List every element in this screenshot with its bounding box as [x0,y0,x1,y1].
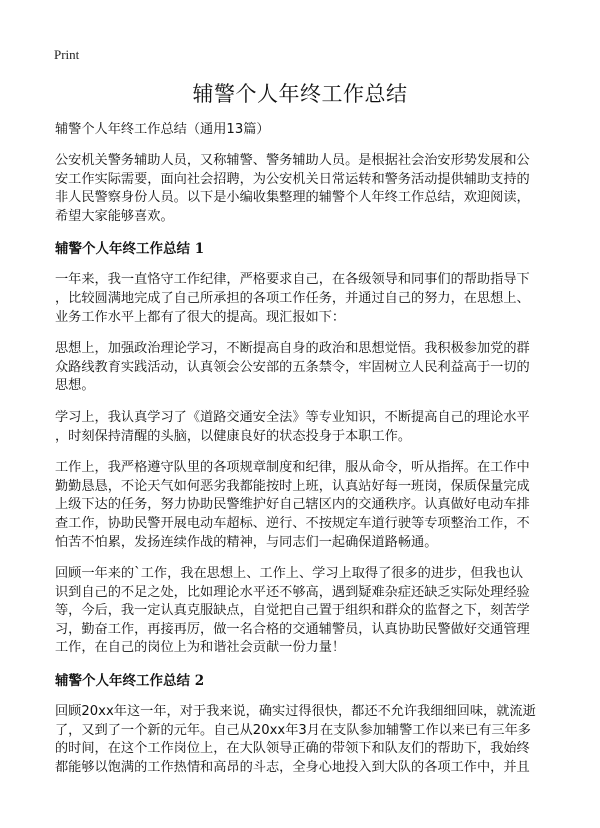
text-line: 回顾一年来的`工作，我在思想上、工作上、学习上取得了很多的进步，但我也认 [55,566,524,582]
text-line: 安工作实际需要，面向社会招聘，为公安机关日常运转和警务活动提供辅助支持的 [55,171,530,187]
text-line: 公安机关警务辅助人员，又称辅警、警务辅助人员。是根据社会治安形势发展和公 [55,153,530,168]
text-line: 等，今后，我一定认真克服缺点，自觉把自己置于组织和群众的监督之下，刻苦学 [55,603,530,619]
text-line: 回顾20xx年这一年，对于我来说，确实过得很快，都还不允许我细细回味，就流逝 [55,704,536,720]
intro-paragraph [55,152,555,226]
text-line: 非人民警察身份人员。以下是小编收集整理的辅警个人年终工作总结，欢迎阅读， [55,190,530,206]
text-line: 的时间，在这个工作岗位上，在大队领导正确的带领下和队友们的帮助下，我始终 [55,741,530,757]
text-line: ，比较圆满地完成了自己所承担的各项工作任务，并通过自己的努力，在思想上、 [55,290,530,306]
section-heading: 辅警个人年终工作总结 2 [55,673,205,690]
text-line: ，时刻保持清醒的头脑，以健康良好的状态投身于本职工作。 [55,428,412,444]
text-line: 了，又到了一个新的元年。自己从20xx年3月在支队参加辅警工作以来已有三年多 [55,722,531,738]
section-heading: 辅警个人年终工作总结 1 [55,241,205,258]
text-line: 众路线教育实践活动，认真领会公安部的五条禁令，牢固树立人民利益高于一切的 [55,359,530,375]
paragraph [55,271,555,327]
paragraph [55,340,555,396]
text-line: 勤勤恳恳，不论天气如何恶劣我都能按时上班，认真站好每一班岗，保质保量完成 [55,478,530,494]
print-link[interactable]: Print [54,47,80,62]
text-line: 工作，在自己的岗位上为和谐社会贡献一份力量！ [55,640,346,656]
text-line: 思想。 [55,378,95,394]
text-line: 怕苦不怕累，发扬连续作战的精神，与同志们一起确保道路畅通。 [55,534,438,550]
text-line: 查工作，协助民警开展电动车超标、逆行、不按规定车道行驶等专项整治工作，不 [55,515,530,531]
document-subtitle: 辅警个人年终工作总结（通用13篇） [55,122,270,137]
text-line: 工作上，我严格遵守队里的各项规章制度和纪律，服从命令，听从指挥。在工作中 [55,460,530,476]
text-line: 希望大家能够喜欢。 [55,208,174,224]
text-line: 上级下达的任务，努力协助民警维护好自己辖区内的交通秩序。认真做好电动车排 [55,497,530,513]
text-line: 学习上，我认真学习了《道路交通安全法》等专业知识，不断提高自己的理论水平 [55,409,530,425]
document-title: 辅警个人年终工作总结 [192,82,408,106]
section-2 [55,672,555,777]
paragraph [55,565,555,658]
text-line: 业务工作水平上都有了很大的提高。现汇报如下： [55,309,346,325]
paragraph [55,703,555,777]
document-body [55,121,555,790]
paragraph [55,459,555,552]
text-line: 识到自己的不足之处，比如理论水平还不够高，遇到疑难杂症还缺乏实际处理经验 [55,584,530,600]
text-line: 习，勤奋工作，再接再厉，做一名合格的交通辅警员，认真协助民警做好交通管理 [55,621,530,637]
paragraph [55,409,555,446]
text-line: 都能够以饱满的工作热情和高昂的斗志，全身心地投入到大队的各项工作中，并且 [55,759,530,775]
text-line: 一年来，我一直恪守工作纪律，严格要求自己，在各级领导和同事们的帮助指导下 [55,272,530,288]
text-line: 思想上，加强政治理论学习，不断提高自身的政治和思想觉悟。我积极参加党的群 [55,341,530,357]
section-1 [55,240,555,658]
